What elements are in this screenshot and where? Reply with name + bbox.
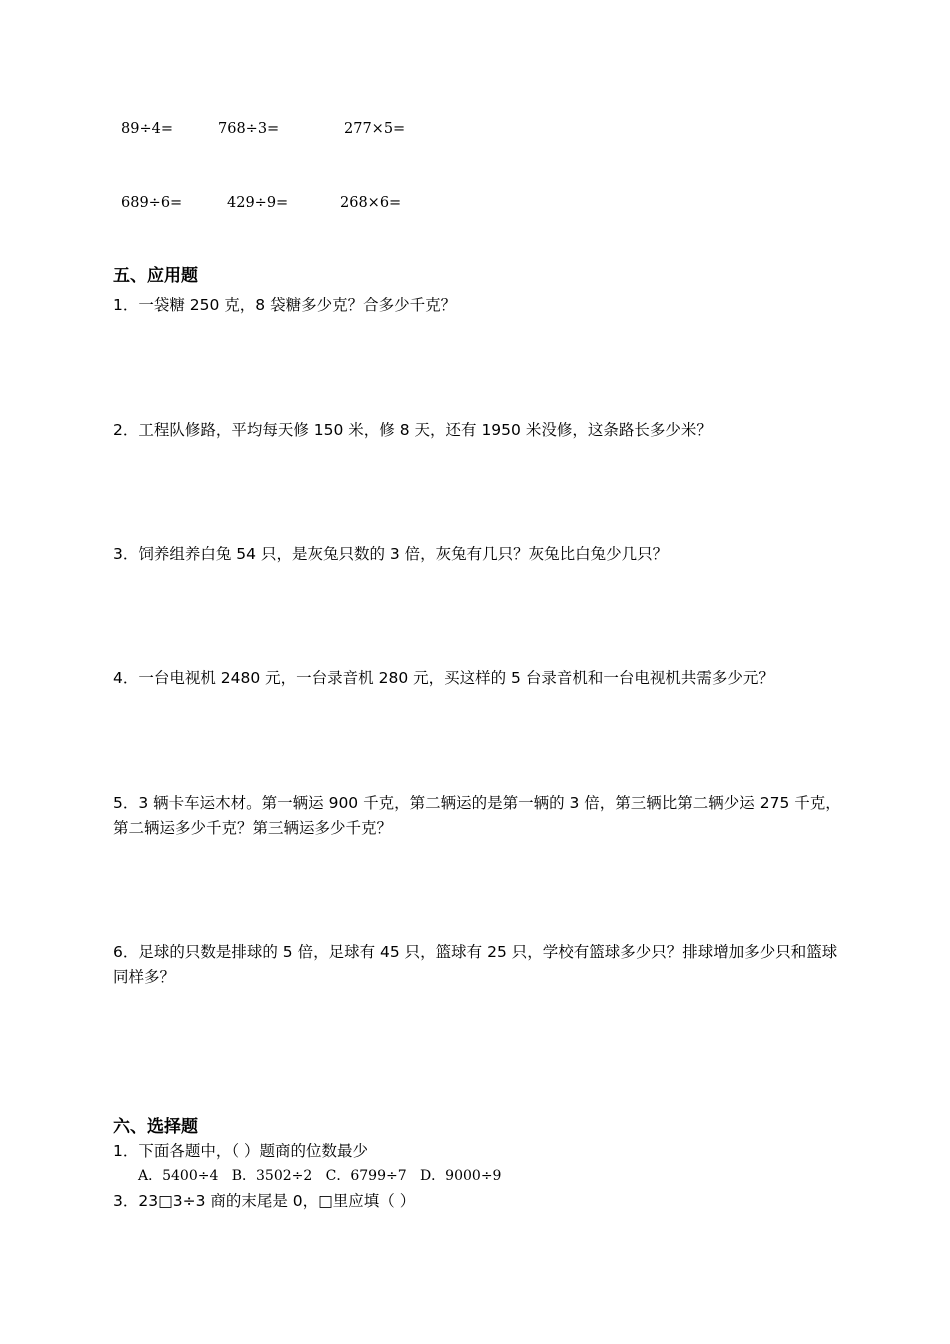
choice-question-3: 3．23□3÷3 商的末尾是 0，□里应填（ ） bbox=[113, 1192, 416, 1210]
calc-item: 768÷3= bbox=[218, 121, 280, 137]
application-problem-3: 3．饲养组养白兔 54 只，是灰兔只数的 3 倍，灰兔有几只？灰兔比白兔少几只？ bbox=[113, 545, 669, 563]
application-problem-5: 5．3 辆卡车运木材。第一辆运 900 千克，第二辆运的是第一辆的 3 倍，第三辆比第二辆少运 275 千克，第二辆运多少千克？第三辆运多少千克？ bbox=[113, 794, 841, 837]
application-problem-6: 6．足球的只数是排球的 5 倍，足球有 45 只，篮球有 25 只，学校有篮球多少只？排球增加多少只和篮球同样多？ bbox=[113, 943, 838, 986]
section-title-applications: 五、应用题 bbox=[113, 266, 198, 286]
calc-item: 277×5= bbox=[344, 121, 406, 137]
calc-item: 268×6= bbox=[340, 195, 402, 211]
application-problem-4: 4．一台电视机 2480 元，一台录音机 280 元，买这样的 5 台录音机和一台电视机共需多少元？ bbox=[113, 669, 774, 687]
choice-question-1: 1．下面各题中，（ ）题商的位数最少 bbox=[113, 1142, 369, 1160]
calc-item: 689÷6= bbox=[121, 195, 183, 211]
calc-item: 429÷9= bbox=[227, 195, 289, 211]
application-problem-1: 1．一袋糖 250 克，8 袋糖多少克？合多少千克？ bbox=[113, 296, 457, 314]
section-title-choices: 六、选择题 bbox=[113, 1117, 198, 1137]
calc-item: 89÷4= bbox=[121, 121, 173, 137]
application-problem-2: 2．工程队修路，平均每天修 150 米，修 8 天，还有 1950 米没修，这条路长多少米？ bbox=[113, 421, 712, 439]
choice-question-1-options: A．5400÷4 B．3502÷2 C．6799÷7 D．9000÷9 bbox=[138, 1168, 502, 1184]
